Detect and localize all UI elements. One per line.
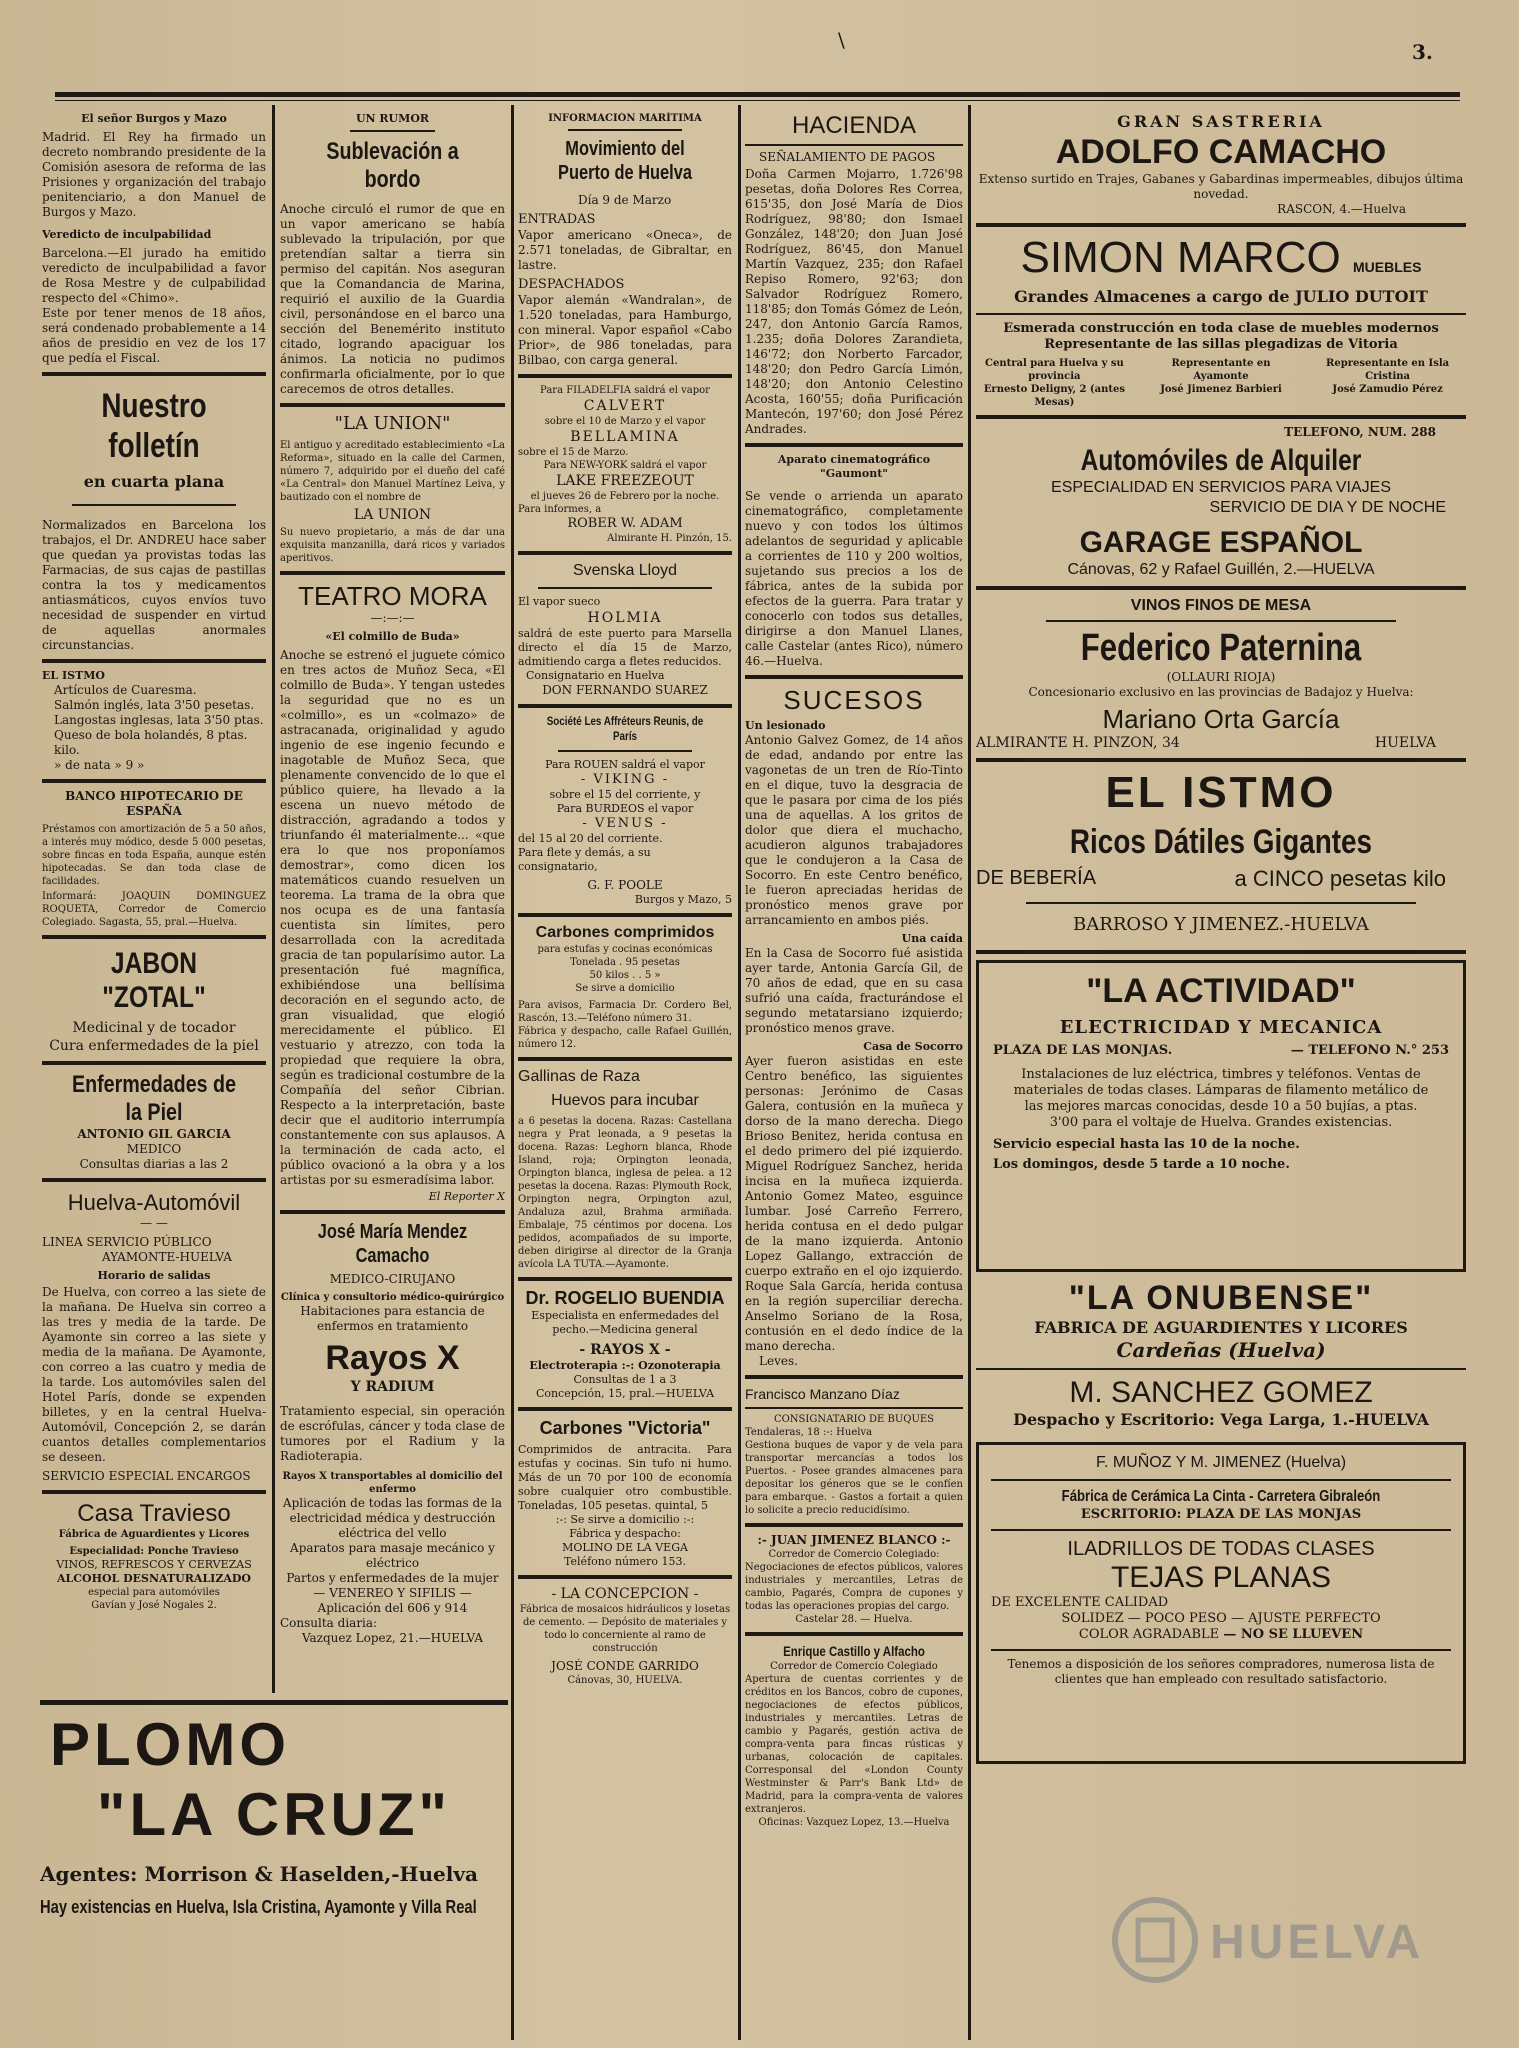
piel-role: MEDICO	[126, 1142, 182, 1156]
divider	[42, 935, 266, 939]
burgos-title: El señor Burgos y Mazo	[81, 112, 227, 125]
auto-sep: — —	[140, 1216, 168, 1230]
mendez-title-text: José María Mendez Camacho	[317, 1221, 468, 1267]
plomo-title-2: "LA CRUZ"	[97, 1781, 451, 1848]
divider	[42, 1490, 266, 1494]
sastreria-addr: RASCON, 4.—Huelva	[1277, 202, 1406, 216]
auto-servicio: SERVICIO ESPECIAL ENCARGOS	[42, 1469, 251, 1483]
victoria-line-1: :-: Se sirve a domicilio :-:	[555, 1513, 695, 1526]
banco-text: Préstamos con amortización de 5 a 50 años, a interés muy módico, desde 5 000 pesetas, sobre fincas en toda España, aunque estén hipotecadas. Se dan toda clase de facilidades.	[42, 824, 266, 887]
istmo-list	[42, 683, 266, 773]
mendez-radium: Y RADIUM	[350, 1379, 435, 1395]
mendez-line-9: Consulta diaria:	[280, 1616, 378, 1630]
divider	[280, 1210, 505, 1214]
carbones-line-1: para estufas y cocinas económicas	[537, 944, 713, 955]
munoz-line-6: SOLIDEZ — POCO PESO — AJUSTE PERFECTO	[1061, 1611, 1381, 1626]
mendez-line-10: Vazquez Lopez, 21.—HUELVA	[301, 1631, 484, 1645]
divider	[538, 587, 712, 589]
divider	[745, 144, 963, 146]
mar-date: Día 9 de Marzo	[578, 193, 672, 207]
hacienda-text: Doña Carmen Mojarro, 1.726'98 pesetas, doña Dolores Res Correa, 615'35, don José María de Dios Rodríguez, 98'80; don Ismael González, 148'20; don Juan José Rodríguez, 86'45, don Manuel Martín Vazquez, 235; don Rafael Repiso Romero, 92'63; don Salvador Rodríguez Romero, 118'85; don Tomás Gómez de León, 247, don Antonio García Ramos, 1.235; doña Dolores Zarandieta, 146'72; don Norberto Farcador, 148'20; don Pedro García Limón, 148'20; don Antonio Celestino Acosta, 160'55; doña Purificación Mantecón, 197'60; don José Pérez Andrades.	[745, 167, 963, 436]
istmo-ad-line-3: BARROSO Y JIMENEZ.-HUELVA	[1073, 914, 1369, 935]
garage-title: GARAGE ESPAÑOL	[1079, 526, 1363, 559]
munoz-line-7	[991, 1627, 1451, 1643]
column-rule	[272, 105, 275, 1693]
auto-alquiler-title	[976, 444, 1466, 478]
societe-line-1: Para ROUEN saldrá el vapor	[545, 758, 705, 771]
auto-alquiler-line-2: SERVICIO DE DIA Y DE NOCHE	[1209, 499, 1446, 516]
travieso-line-5: especial para automóviles	[88, 1587, 220, 1598]
banco-title: BANCO HIPOTECARIO DE ESPAÑA	[65, 789, 243, 818]
divider	[72, 504, 236, 506]
svenska-line-1: El vapor sueco	[518, 595, 601, 608]
column-rule	[738, 105, 741, 2040]
folletin-text: Normalizados en Barcelona los trabajos, el Dr. ANDREU hace saber que quedan ya provistas todas las Farmacias, de sus cajas de pastillas contra la tos y medicamentos antiasmáticos, cuyos envíos tuvo necesidad de suspender en virtud de aquellas anormales circunstancias.	[42, 518, 266, 652]
societe-ship-1: - VIKING -	[580, 772, 670, 787]
socorro-text: Ayer fueron asistidas en este Centro benéfico, las siguientes personas: Jerónimo de Casas Galera, contusión en la muñeca y dorso de la mano derecha. Diego Brioso Benitez, herida contusa en el dedo primero del pié izquierdo. Miguel Rodríguez Sanchez, herida incisa en la muñeca izquierda. Antonio Gomez Mateo, esguince lumbar. José Carreño Ferrero, herida contusa en el dedo pulgar de la mano izquierda. Antonio Lopez Gallango, extracción de cuerpo extraño en el ojo izquierdo. Roque Sala García, herida contusa en la región superciliar derecha. Anselmo Soriano de la Rosa, contusión en el dedo índice de la mano derecha.	[745, 1054, 963, 1353]
jimenez-line-1: Corredor de Comercio Colegiado:	[768, 1549, 940, 1560]
socorro-end: Leves.	[759, 1354, 798, 1368]
phil-line-2: sobre el 10 de Marzo y el vapor	[544, 416, 706, 427]
mar-title	[518, 137, 732, 185]
divider	[1026, 902, 1416, 904]
divider	[518, 1575, 732, 1579]
divider	[1046, 620, 1396, 622]
despachados-title: DESPACHADOS	[518, 277, 625, 292]
simon-reps	[976, 357, 1466, 409]
travieso-title: Casa Travieso	[77, 1500, 231, 1527]
divider	[568, 129, 682, 131]
rumor-title-text: Sublevación a bordo	[326, 138, 459, 193]
onubense-block	[976, 1278, 1466, 1430]
top-rule	[55, 92, 1460, 97]
jabon-title-text: JABON "ZOTAL"	[102, 947, 206, 1014]
divider	[976, 313, 1466, 315]
victoria-title: Carbones "Victoria"	[539, 1418, 711, 1438]
auto-route: AYAMONTE-HUELVA	[102, 1250, 232, 1264]
simon-rep-label: Representante en Isla Cristina	[1326, 358, 1450, 382]
castillo-title	[745, 1642, 963, 1660]
castillo-addr: Oficinas: Vazquez Lopez, 13.—Huelva	[758, 1817, 950, 1828]
caida-title: Una caída	[901, 932, 963, 945]
plomo-top-rule	[40, 1700, 508, 1705]
onubense-line-1: FABRICA DE AGUARDIENTES Y LICORES	[1034, 1318, 1408, 1337]
phil-agent: ROBER W. ADAM	[567, 516, 683, 531]
istmo-line: Salmón inglés, lata 3'50 pesetas.	[54, 698, 255, 712]
simon-line-3: Representante de las sillas plegadizas de Vitoria	[1044, 337, 1398, 352]
concepcion-addr: Cánovas, 30, HUELVA.	[567, 1675, 683, 1686]
page-mark-top-right: 3.	[1412, 40, 1433, 64]
societe-line-4: del 15 al 20 del corriente.	[518, 832, 663, 845]
munoz-line-2: ESCRITORIO: PLAZA DE LAS MONJAS	[1080, 1507, 1362, 1522]
folletin-title	[42, 386, 266, 466]
victoria-line-4: Teléfono número 153.	[564, 1555, 686, 1568]
victoria-line-2: Fábrica y despacho:	[569, 1527, 681, 1540]
divider	[991, 1529, 1451, 1531]
travieso-line-1: Fábrica de Aguardientes y Licores	[58, 1529, 250, 1540]
teatro-title: TEATRO MORA	[298, 581, 487, 611]
divider	[518, 551, 732, 555]
istmo-ad-title: EL ISTMO	[1105, 768, 1337, 817]
divider	[518, 1277, 732, 1281]
hacienda-title: HACIENDA	[791, 112, 917, 139]
divider	[976, 1368, 1466, 1370]
veredicto-title: Veredicto de inculpabilidad	[42, 228, 212, 241]
hacienda-sub: SEÑALAMIENTO DE PAGOS	[759, 150, 936, 164]
sastreria-kicker: GRAN SASTRERIA	[1117, 112, 1325, 131]
plomo-ad	[40, 1712, 508, 2032]
victoria-text: Comprimidos de antracita. Para estufas y cocinas. Sin tufo ni humo. Más de un 70 por 100 de economía sobre cualquier otro combustible. Toneladas, 105 pesetas. quintal, 5	[518, 1443, 732, 1512]
actividad-line-2	[993, 1043, 1449, 1059]
column-2	[280, 112, 505, 1692]
concepcion-title: - LA CONCEPCION -	[551, 1586, 699, 1602]
divider	[518, 1057, 732, 1061]
paternina-line-1: Concesionario exclusivo en las provincias de Badajoz y Huelva:	[1028, 685, 1414, 699]
actividad-phone: — TELEFONO N.° 253	[1290, 1043, 1449, 1058]
divider	[976, 586, 1466, 590]
teatro-sign: El Reporter X	[428, 1190, 505, 1203]
travieso-line-2: Especialidad: Ponche Travieso	[69, 1546, 239, 1557]
istmo-line: » de nata » 9 »	[54, 758, 145, 772]
actividad-line-4: Los domingos, desde 5 tarde a 10 noche.	[993, 1157, 1290, 1172]
manzano-line-2: Tendaleras, 18 :-: Huelva	[745, 1427, 873, 1438]
phil-ship-2: BELLAMINA	[570, 429, 680, 445]
folletin-title-text: Nuestro folletín	[101, 387, 207, 465]
manzano-title: Francisco Manzano Díaz	[745, 1386, 900, 1402]
istmo-ad-line-2	[976, 866, 1466, 892]
simon-rep	[976, 357, 1133, 409]
actividad-text: Instalaciones de luz eléctrica, timbres y teléfonos. Ventas de materiales de todas clases. Lámparas de filamento metálico de las mejores marcas conocidas, desde 10 a 50 bujías, a ptas. 3'00 para el voltaje de Huelva. Grandes existencias.	[1013, 1067, 1429, 1130]
archive-watermark	[1110, 1885, 1440, 1995]
societe-line-5: Para flete y demás, a su consignatario,	[518, 846, 651, 873]
divider	[976, 950, 1466, 954]
mendez-line-1: Clínica y consultorio médico-quirúrgico	[280, 1292, 505, 1303]
divider	[42, 659, 266, 663]
paternina-addr: ALMIRANTE H. PINZON, 34	[976, 735, 1180, 751]
simon-rep-label: Representante en Ayamonte	[1171, 358, 1271, 382]
buendia-line-4: Concepción, 15, pral.—HUELVA	[535, 1387, 715, 1400]
simon-rep-label: Central para Huelva y su provincia	[985, 358, 1124, 382]
divider	[280, 403, 505, 407]
simon-rep	[1143, 357, 1300, 409]
simon-rep-name: Ernesto Deligny, 2 (antes Mesas)	[983, 384, 1125, 408]
garage-addr: Cánovas, 62 y Rafael Guillén, 2.—HUELVA	[1067, 561, 1375, 578]
jabon-title	[42, 947, 266, 1015]
teatro-sub: «El colmillo de Buda»	[325, 630, 460, 643]
divider	[42, 1061, 266, 1065]
mendez-text: Tratamiento especial, sin operación de escrófulas, cáncer y toda clase de tumores por el Radium y la Radioterapia.	[280, 1404, 505, 1463]
plomo-title-1: PLOMO	[50, 1712, 290, 1778]
column-rule	[968, 105, 971, 2040]
divider	[558, 750, 692, 752]
teatro-sep: —:—:—	[370, 611, 415, 625]
buendia-line-2: Electroterapia :-: Ozonoterapia	[529, 1359, 721, 1372]
divider	[518, 1407, 732, 1411]
divider	[991, 1479, 1451, 1481]
munoz-line-1-text: Fábrica de Cerámica La Cinta - Carretera Gibraleón	[1061, 1488, 1381, 1505]
mendez-line-2: Habitaciones para estancia de enfermos en tratamiento	[300, 1304, 485, 1333]
socorro-title: Casa de Socorro	[863, 1040, 963, 1053]
jimenez-title: :- JUAN JIMENEZ BLANCO :-	[757, 1533, 951, 1547]
paternina-addr-row	[976, 734, 1466, 752]
mar-title-text: Movimiento del Puerto de Huelva	[558, 138, 692, 184]
istmo-ad-price: a CINCO pesetas kilo	[1234, 866, 1446, 891]
istmo-line: Artículos de Cuaresma.	[54, 683, 197, 697]
piel-hours: Consultas diarias a las 2	[79, 1157, 229, 1171]
divider	[976, 415, 1466, 419]
union-title: "LA UNION"	[334, 413, 451, 434]
munoz-text: Tenemos a disposición de los señores compradores, numerosa lista de clientes que han empleado con resultado satisfactorio.	[1007, 1657, 1435, 1686]
divider	[991, 1649, 1451, 1651]
column-4	[745, 112, 963, 2037]
munoz-line-7-b: — NO SE LLUEVEN	[1223, 1627, 1364, 1642]
societe-ship-2: - VENUS -	[582, 816, 668, 831]
mendez-line-8: Aplicación del 606 y 914	[317, 1601, 468, 1615]
veredicto-text: Barcelona.—El jurado ha emitido veredicto de inculpabilidad a favor de Rosa Mestre y de culpabilidad respecto del «Chimo».	[42, 246, 266, 305]
plomo-stock	[40, 1896, 508, 1918]
entradas-text: Vapor americano «Oneca», de 2.571 toneladas, de Gibraltar, en lastre.	[518, 228, 732, 272]
piel-name: ANTONIO GIL GARCIA	[77, 1127, 231, 1141]
simon-rep-name: José Zamudio Pérez	[1332, 384, 1443, 395]
page-mark-top-center: \	[838, 28, 845, 52]
phil-line-5: el jueves 26 de Febrero por la noche.	[530, 491, 720, 502]
phil-line-1: Para FILADELFIA saldrá el vapor	[540, 385, 710, 396]
mendez-line-5: Aparatos para masaje mecánico y eléctrico	[290, 1541, 495, 1570]
buendia-line-3: Consultas de 1 a 3	[573, 1373, 677, 1386]
phil-line-4: Para NEW-YORK saldrá el vapor	[543, 460, 707, 471]
union-text: El antiguo y acreditado establecimiento «La Reforma», situado en la calle del Carmen, número 7, adquirido por el dueño del café «La Central» don Manuel Martínez Leiva, y bautizado con el nombre de	[280, 440, 505, 503]
svenska-agent: DON FERNANDO SUAREZ	[542, 683, 708, 697]
concepcion-name: JOSÉ CONDE GARRIDO	[551, 1659, 699, 1673]
plomo-stock-text: Hay existencias en Huelva, Isla Cristina, Ayamonte y Villa Real	[40, 1897, 477, 1917]
actividad-title: "LA ACTIVIDAD"	[1086, 972, 1356, 1010]
istmo-ad-origin: DE BEBERÍA	[976, 867, 1097, 889]
gallinas-title: Gallinas de Raza	[518, 1068, 640, 1085]
manzano-text: Gestiona buques de vapor y de vela para transportar mercancías a todos los Puertos. - Posee grandes almacenes para depositar los géneros que se le confíen para embarque. - Gastos a fortait a quien lo solicite a precio reducidísimo.	[745, 1440, 963, 1516]
simon-rep-name: José Jimenez Barbieri	[1160, 384, 1282, 395]
folletin-sub: en cuarta plana	[83, 472, 225, 491]
simon-rep	[1309, 357, 1466, 409]
paternina-sub: (OLLAURI RIOJA)	[1166, 670, 1276, 684]
simon-tag: MUEBLES	[1353, 259, 1422, 275]
mar-kicker: INFORMACIÓN MARÍTIMA	[548, 113, 702, 124]
jimenez-text: Negociaciones de efectos públicos, valores industriales y mercantiles, Letras de cambio, Pagarés, Compra de cupones y todas las operaciones propias del cargo.	[745, 1562, 963, 1612]
simon-line-1: Grandes Almacenes a cargo de JULIO DUTOIT	[1014, 287, 1428, 306]
gallinas-text: a 6 pesetas la docena. Razas: Castellana negra y Prat leonada, a 9 pesetas la docena. Razas: Leghorn blanca, Rhode Island, roja; Orpington leonada, Orpington blanca, inglesa de pelea. a 12 pesetas la docena. Razas: Plymouth Rock, Orpington negra, Orpington azul, Andaluza azul, Brahma armiñada. Embalaje, 75 céntimos por docena. Los pedidos, acompañados de su importe, deben dirigirse al director de la Granja avícola LA TUTA.—Ayamonte.	[518, 1116, 732, 1270]
divider	[745, 443, 963, 447]
entradas-title: ENTRADAS	[518, 212, 596, 227]
piel-title	[42, 1071, 266, 1127]
onubense-line-4: Despacho y Escritorio: Vega Larga, 1.-HUELVA	[1013, 1410, 1429, 1429]
onubense-line-3: M. SANCHEZ GOMEZ	[1069, 1376, 1373, 1409]
top-rule-thin	[55, 100, 1460, 101]
plomo-agents: Agentes: Morrison & Haselden,-Huelva	[40, 1862, 478, 1886]
manzano-line-1: CONSIGNATARIO DE BUQUES	[773, 1414, 935, 1425]
jabon-line-2: Cura enfermedades de la piel	[49, 1038, 259, 1054]
paternina-city: HUELVA	[1374, 735, 1436, 751]
mendez-line-4: Aplicación de todas las formas de la electricidad médica y destrucción eléctrica del vello	[282, 1496, 503, 1540]
munoz-line-1	[991, 1487, 1451, 1507]
divider	[745, 1375, 963, 1379]
istmo-ad-line-1	[976, 822, 1466, 862]
carbones-title: Carbones comprimidos	[535, 924, 715, 941]
concepcion-text: Fábrica de mosaicos hidráulicos y losetas de cemento. — Depósito de materiales y todo lo concerniente al ramo de construcción	[519, 1604, 731, 1654]
divider	[976, 758, 1466, 762]
divider	[745, 1407, 963, 1409]
actividad-address: PLAZA DE LAS MONJAS.	[993, 1043, 1173, 1058]
carbones-line-4: Se sirve a domicilio	[575, 983, 675, 994]
actividad-line-1: ELECTRICIDAD Y MECANICA	[1059, 1017, 1383, 1038]
auto-line: LINEA SERVICIO PÚBLICO	[42, 1235, 212, 1249]
teatro-text: Anoche se estrenó el juguete cómico en tres actos de Muñoz Seca, «El colmillo de Buda». Y tengan ustedes la seguridad que no es un «colmillo», es un «colmazo» de astracanada, originalidad y agudo ingenio de ese ingenio fecundo e inagotable de Muñoz Seca, que plenamente convencido de lo que el público quiere, ha llevado a la escena un nuevo método de distracción, agradando a todos y triunfando él materialmente... «que era lo que nos proponíamos demostrar», como dicen los matemáticos cuando resuelven un teorema. La trama de la obra que nos ocupa es de una fantasía cuentista sin límites, pero desarrollada con la acreditada gracia de tan popularísimo autor. La presentación fué magnífica, exhibiéndose una bellísima decoración en el segundo acto, de gran visualidad, que elogió merecidamente el público. El vestuario y atrezzo, con toda la propiedad que requiere la obra, según es tradicional costumbre de la Compañía del señor Cibrian. Respecto a la interpretación, baste decir que el auditorio interrumpía constantemente con sus aplausos. A la terminación de cada acto, el público ovacionó a la obra y a los artistas por su esmeradísima labor.	[280, 648, 505, 1187]
divider	[745, 675, 963, 679]
lesionado-text: Antonio Galvez Gomez, de 14 años de edad, andando por entre las vagonetas de un tren de Río-Tinto en el dique, tuvo la desgracia de que le pasara por cima de los piés una de aquellas. A los gritos de dolor que diera el muchacho, acudieron algunos trabajadores que le condujeron a la Casa de Socorro. En este Centro benéfico, le fueron apreciadas heridas de pronóstico menos grave por arrancamiento en ambos piés.	[745, 733, 963, 927]
divider	[745, 1632, 963, 1636]
buendia-title: Dr. ROGELIO BUENDIA	[525, 1288, 725, 1308]
mendez-line-7: — VENEREO Y SIFILIS —	[313, 1586, 472, 1600]
mendez-title	[280, 1220, 505, 1268]
column-1	[42, 112, 266, 1692]
istmo-title: EL ISTMO	[42, 669, 105, 682]
carbones-line-6: Fábrica y despacho, calle Rafael Guillén, número 12.	[518, 1026, 732, 1050]
despachados-text: Vapor alemán «Wandralan», de 1.520 toneladas, para Hamburgo, con mineral. Vapor español «Cabo Prior», de 986 toneladas, para Bilbao, con carga general.	[518, 293, 732, 367]
travieso-line-3: VINOS, REFRESCOS Y CERVEZAS	[56, 1558, 252, 1571]
actividad-line-3: Servicio especial hasta las 10 de la noche.	[993, 1137, 1300, 1152]
divider	[976, 223, 1466, 227]
rumor-text: Anoche circuló el rumor de que en un vapor americano se había sublevado la tripulación, por que pretendían saltar a tierra sin permiso del capitán. Nos aseguran que la Comandancia de Marina, requirió el auxilio de la Guardia civil, personándose en el barco una sección del Benemérito instituto citado, logrando apaciguar los ánimos. La noticia no pudimos confirmarla oficialmente, por lo que carecemos de otros detalles.	[280, 202, 505, 396]
banco-info: Informará: JOAQUIN DOMINGUEZ ROQUETA, Corredor de Comercio Colegiado. Sagasta, 55, pral.—Huelva.	[42, 891, 266, 928]
auto-horario: Horario de salidas	[97, 1269, 211, 1282]
carbones-line-2: Tonelada . 95 pesetas	[570, 957, 680, 968]
phil-ship-1: CALVERT	[583, 398, 667, 414]
phil-ship-3: LAKE FREEZEOUT	[556, 473, 694, 489]
munoz-box	[976, 1442, 1466, 1764]
mendez-rayos: Rayos X	[325, 1339, 460, 1377]
vinos-title: VINOS FINOS DE MESA	[1130, 597, 1312, 614]
sucesos-title: SUCESOS	[783, 685, 925, 715]
onubense-line-2: Cardeñas (Huelva)	[1116, 1338, 1326, 1362]
divider	[42, 372, 266, 376]
veredicto-text-2: Este por tener menos de 18 años, será condenado probablemente a 14 años de presidio en vez de los 17 que pedía el Fiscal.	[42, 306, 266, 365]
rumor-kicker: UN RUMOR	[355, 112, 430, 125]
actividad-box	[976, 960, 1466, 1272]
phil-line-6: Para informes, a	[518, 504, 602, 515]
mendez-role: MEDICO-CIRUJANO	[329, 1272, 456, 1286]
divider	[518, 913, 732, 917]
column-rule	[511, 105, 514, 2040]
simon-heading	[976, 233, 1466, 283]
divider	[518, 374, 732, 378]
societe-line-2: sobre el 15 del corriente, y	[549, 788, 701, 801]
burgos-text: Madrid. El Rey ha firmado un decreto nombrando presidente de la Comisión asesora de reforma de las Prisiones y organización del trabajo penitenciario, a don Manuel de Burgos y Mazo.	[42, 130, 266, 219]
munoz-line-4: TEJAS PLANAS	[1110, 1561, 1332, 1594]
mendez-line-6: Partos y enfermedades de la mujer	[286, 1571, 499, 1585]
paternina-name-text: Federico Paternina	[1080, 627, 1362, 669]
societe-title	[518, 714, 732, 744]
auto-alquiler-title-text: Automóviles de Alquiler	[1080, 444, 1362, 477]
paternina-agent: Mariano Orta García	[1102, 704, 1340, 734]
caida-text: En la Casa de Socorro fué asistida ayer tarde, Antonia García Gil, de 70 años de edad, que en su casa sufrió una caída, fracturándose el segundo metatarsiano izquierdo; pronóstico menos grave.	[745, 946, 963, 1035]
istmo-line: Langostas inglesas, lata 3'50 ptas.	[54, 713, 264, 727]
societe-agent: G. F. POOLE	[587, 878, 663, 892]
svenska-ship: HOLMIA	[587, 610, 663, 626]
piel-title-text: Enfermedades de la Piel	[71, 1071, 237, 1126]
munoz-line-5: DE EXCELENTE CALIDAD	[991, 1595, 1169, 1610]
jabon-line-1: Medicinal y de tocador	[72, 1020, 236, 1036]
carbones-line-3: 50 kilos . . 5 »	[589, 970, 661, 981]
auto-text: De Huelva, con correo a las siete de la mañana. De Huelva sin correo a las tres y media de la tarde. De Ayamonte sin correo a las siete y media de la mañana. De Ayamonte, con correo a las cuatro y media de la tarde. Los automóviles salen del Hotel París, donde se expenden billetes, y en la central Huelva-Automóvil, Concepción 2, se darán cuantos detalles complementarios se deseen.	[42, 1285, 266, 1464]
buendia-rayos: - RAYOS X -	[579, 1342, 671, 1358]
rumor-title	[280, 138, 505, 194]
telefono: TELEFONO, NUM. 288	[1284, 425, 1436, 439]
istmo-ad-line-1-text: Ricos Dátiles Gigantes	[1069, 823, 1373, 861]
castillo-title-text: Enrique Castillo y Alfacho	[783, 1643, 925, 1659]
gaumont-title: Aparato cinematográfico "Gaumont"	[777, 453, 931, 480]
divider	[745, 1523, 963, 1527]
jimenez-addr: Castelar 28. — Huelva.	[795, 1614, 913, 1625]
carbones-line-5: Para avisos, Farmacia Dr. Cordero Bel, Rascón, 13.—Teléfono número 31.	[518, 1000, 732, 1024]
svenska-text: saldrá de este puerto para Marsella directo el día 15 de Marzo, admitiendo carga a fletes reducidos.	[518, 627, 732, 668]
paternina-name	[976, 626, 1466, 670]
simon-name: SIMON MARCO	[1020, 233, 1341, 282]
castillo-line-1: Corredor de Comercio Colegiado	[770, 1661, 938, 1672]
divider	[518, 704, 732, 708]
victoria-line-3: MOLINO DE LA VEGA	[562, 1541, 688, 1554]
travieso-line-4: ALCOHOL DESNATURALIZADO	[56, 1572, 252, 1585]
auto-alquiler-line-1: ESPECIALIDAD EN SERVICIOS PARA VIAJES	[1051, 479, 1391, 496]
column-3	[518, 112, 732, 2037]
buendia-line-1: Especialista en enfermedades del pecho.—Medicina general	[531, 1309, 719, 1336]
phil-line-3: sobre el 15 de Marzo.	[518, 447, 629, 458]
sastreria-text: Extenso surtido en Trajes, Gabanes y Gabardinas impermeables, dibujos última novedad.	[978, 172, 1464, 201]
divider	[350, 130, 435, 132]
lesionado-title: Un lesionado	[745, 719, 826, 732]
mendez-line-3: Rayos X transportables al domicilio del enfermo	[282, 1471, 503, 1495]
gaumont-text: Se vende o arrienda un aparato cinematográfico, completamente nuevo y con todos los últimos adelantos de seguridad y aplicable a corrientes de 110 y 200 woltios, sujetando sus precios a los de fábrica, antes de la subida por efectos de la guerra. Para tratar y conocerlo con todos sus detalles, dirigirse a don Manuel Llanes, calle Castelar (antes Rico), número 46.—Huelva.	[745, 489, 963, 668]
watermark-text: HUELVA	[1210, 1916, 1425, 1969]
divider	[280, 571, 505, 575]
societe-line-3: Para BURDEOS el vapor	[556, 802, 694, 815]
crest-icon	[1110, 1895, 1200, 1985]
auto-title: Huelva-Automóvil	[67, 1190, 241, 1215]
phil-addr: Almirante H. Pinzón, 15.	[607, 533, 732, 544]
onubense-title: "LA ONUBENSE"	[1068, 1279, 1374, 1317]
svenska-title: Svenska Lloyd	[572, 562, 678, 579]
societe-title-text: Société Les Affréteurs Reunis, de París	[546, 714, 704, 743]
divider	[42, 1178, 266, 1182]
union-name: LA UNION	[353, 507, 432, 523]
societe-addr: Burgos y Mazo, 5	[634, 893, 732, 906]
divider	[42, 779, 266, 783]
munoz-line-7-a: COLOR AGRADABLE	[1078, 1627, 1220, 1642]
istmo-line: Queso de bola holandés, 8 ptas. kilo.	[54, 728, 248, 757]
column-5	[976, 112, 1466, 2037]
munoz-line-3: ILADRILLOS DE TODAS CLASES	[1067, 1538, 1375, 1560]
union-text-2: Su nuevo propietario, a más de dar una exquisita manzanilla, dará ricos y variados aperitivos.	[280, 527, 505, 564]
sastreria-name: ADOLFO CAMACHO	[1055, 133, 1387, 171]
munoz-title: F. MUÑOZ Y M. JIMENEZ (Huelva)	[1095, 1454, 1347, 1471]
simon-line-2: Esmerada construcción en toda clase de muebles modernos	[1003, 321, 1439, 336]
svenska-line-2: Consignatario en Huelva	[526, 669, 665, 682]
travieso-line-6: Gavían y José Nogales 2.	[91, 1600, 217, 1611]
gallinas-sub: Huevos para incubar	[551, 1092, 699, 1109]
castillo-text: Apertura de cuentas corrientes y de créditos en los Bancos, cobro de cupones, negociaciones de efectos públicos, industriales y mercantiles. Letras de cambio y Pagarés, gestión activa de compra-venta para fincas rústicas y urbanas, colocación de capitales. Corresponsal del «London County Westminster & Parr's Bank Ltd» de Madrid, para la compra-venta de valores extranjeros.	[745, 1674, 963, 1815]
